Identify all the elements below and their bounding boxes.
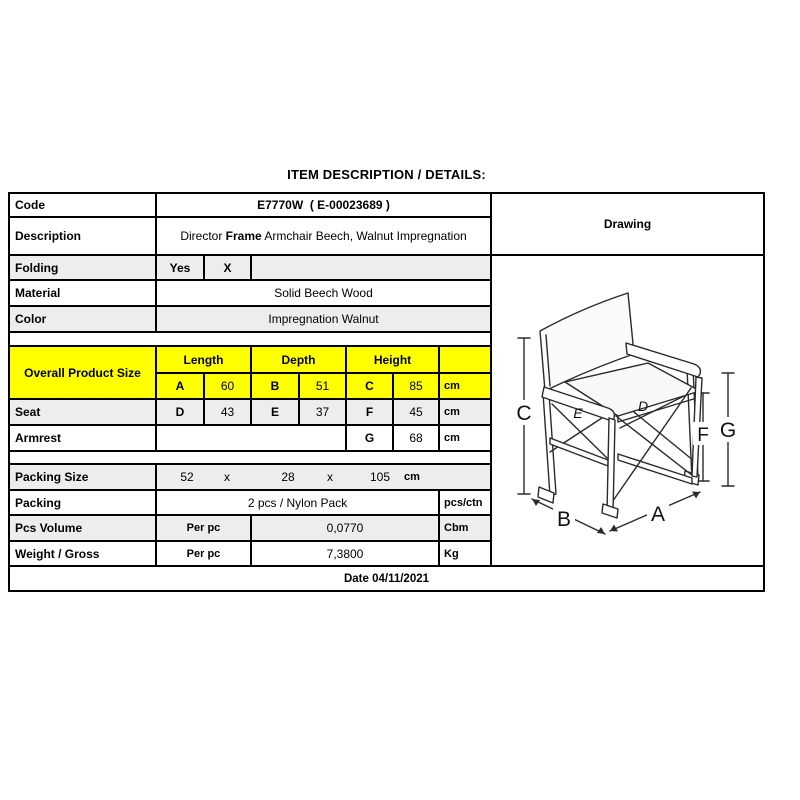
- page-title: ITEM DESCRIPTION / DETAILS:: [287, 167, 486, 182]
- packing-size-dim2: 28: [281, 470, 295, 484]
- drawing-label-e: E: [573, 405, 583, 421]
- drawing-panel: [492, 194, 763, 567]
- height-header: Height: [347, 347, 440, 374]
- dim-d-value: 43: [205, 400, 252, 426]
- seat-label: Seat: [10, 400, 157, 426]
- folding-yes-cell: Yes: [157, 256, 205, 281]
- packing-size-label: Packing Size: [10, 465, 157, 491]
- packing-size-dim3: 105: [369, 470, 391, 484]
- material-label: Material: [10, 281, 157, 307]
- drawing-header: Drawing: [492, 194, 763, 256]
- pcs-volume-basis: Per pc: [157, 516, 252, 542]
- overall-size-unit: cm: [440, 374, 492, 400]
- dim-f-key: F: [347, 400, 394, 426]
- packing-size-sep1: x: [224, 470, 230, 484]
- drawing-label-f: F: [697, 425, 709, 446]
- packing-size-sep2: x: [327, 470, 333, 484]
- dim-f-value: 45: [394, 400, 440, 426]
- dim-a-value: 60: [205, 374, 252, 400]
- pcs-volume-value: 0,0770: [252, 516, 440, 542]
- drawing-label-a: A: [650, 503, 666, 526]
- size-header-unit-empty: [440, 347, 492, 374]
- code-label: Code: [10, 194, 157, 218]
- armrest-label: Armrest: [10, 426, 157, 452]
- description-label: Description: [10, 218, 157, 256]
- packing-size-dim1: 52: [180, 470, 194, 484]
- spacer-row: [10, 333, 492, 347]
- armrest-empty-cell: [157, 426, 347, 452]
- drawing-label-c: C: [516, 402, 532, 425]
- color-value: Impregnation Walnut: [157, 307, 492, 333]
- chair-front-left-leg: [602, 418, 618, 518]
- dim-c-key: C: [347, 374, 394, 400]
- armrest-unit: cm: [440, 426, 492, 452]
- packing-size-value: [157, 465, 492, 491]
- dim-b-value: 51: [300, 374, 347, 400]
- drawing-label-b: B: [556, 508, 572, 531]
- description-prefix: Director: [180, 229, 226, 243]
- dim-d-key: D: [157, 400, 205, 426]
- weight-gross-value: 7,3800: [252, 542, 440, 567]
- drawing-label-g: G: [719, 419, 737, 442]
- folding-x-cell: X: [205, 256, 252, 281]
- dim-g-value: 68: [394, 426, 440, 452]
- spacer-row: [10, 452, 492, 465]
- material-value: Solid Beech Wood: [157, 281, 492, 307]
- dim-c-value: 85: [394, 374, 440, 400]
- spec-table: [8, 192, 765, 592]
- dim-e-key: E: [252, 400, 300, 426]
- dim-b-key: B: [252, 374, 300, 400]
- pcs-volume-unit: Cbm: [440, 516, 492, 542]
- weight-gross-label: Weight / Gross: [10, 542, 157, 567]
- dim-g-key: G: [347, 426, 394, 452]
- packing-value: 2 pcs / Nylon Pack: [157, 491, 440, 516]
- folding-label: Folding: [10, 256, 157, 281]
- date-row: Date 04/11/2021: [10, 567, 763, 590]
- length-header: Length: [157, 347, 252, 374]
- description-value: [157, 218, 492, 256]
- weight-gross-basis: Per pc: [157, 542, 252, 567]
- code-value: E7770W ( E-00023689 ): [157, 194, 492, 218]
- packing-unit: pcs/ctn: [440, 491, 492, 516]
- dim-a-key: A: [157, 374, 205, 400]
- color-label: Color: [10, 307, 157, 333]
- chair-drawing: [492, 256, 763, 565]
- folding-empty-cell: [252, 256, 492, 281]
- packing-label: Packing: [10, 491, 157, 516]
- packing-size-unit: cm: [404, 471, 420, 483]
- depth-header: Depth: [252, 347, 347, 374]
- overall-size-label: Overall Product Size: [10, 347, 157, 400]
- weight-gross-unit: Kg: [440, 542, 492, 567]
- pcs-volume-label: Pcs Volume: [10, 516, 157, 542]
- spec-grid: [10, 194, 492, 567]
- drawing-area: [492, 256, 763, 565]
- chair-back-left-leg: [538, 393, 556, 503]
- description-bold-word: Frame: [225, 229, 262, 243]
- description-suffix: Armchair Beech, Walnut Impregnation: [261, 229, 467, 243]
- seat-unit: cm: [440, 400, 492, 426]
- dim-e-value: 37: [300, 400, 347, 426]
- drawing-label-d: D: [637, 398, 649, 414]
